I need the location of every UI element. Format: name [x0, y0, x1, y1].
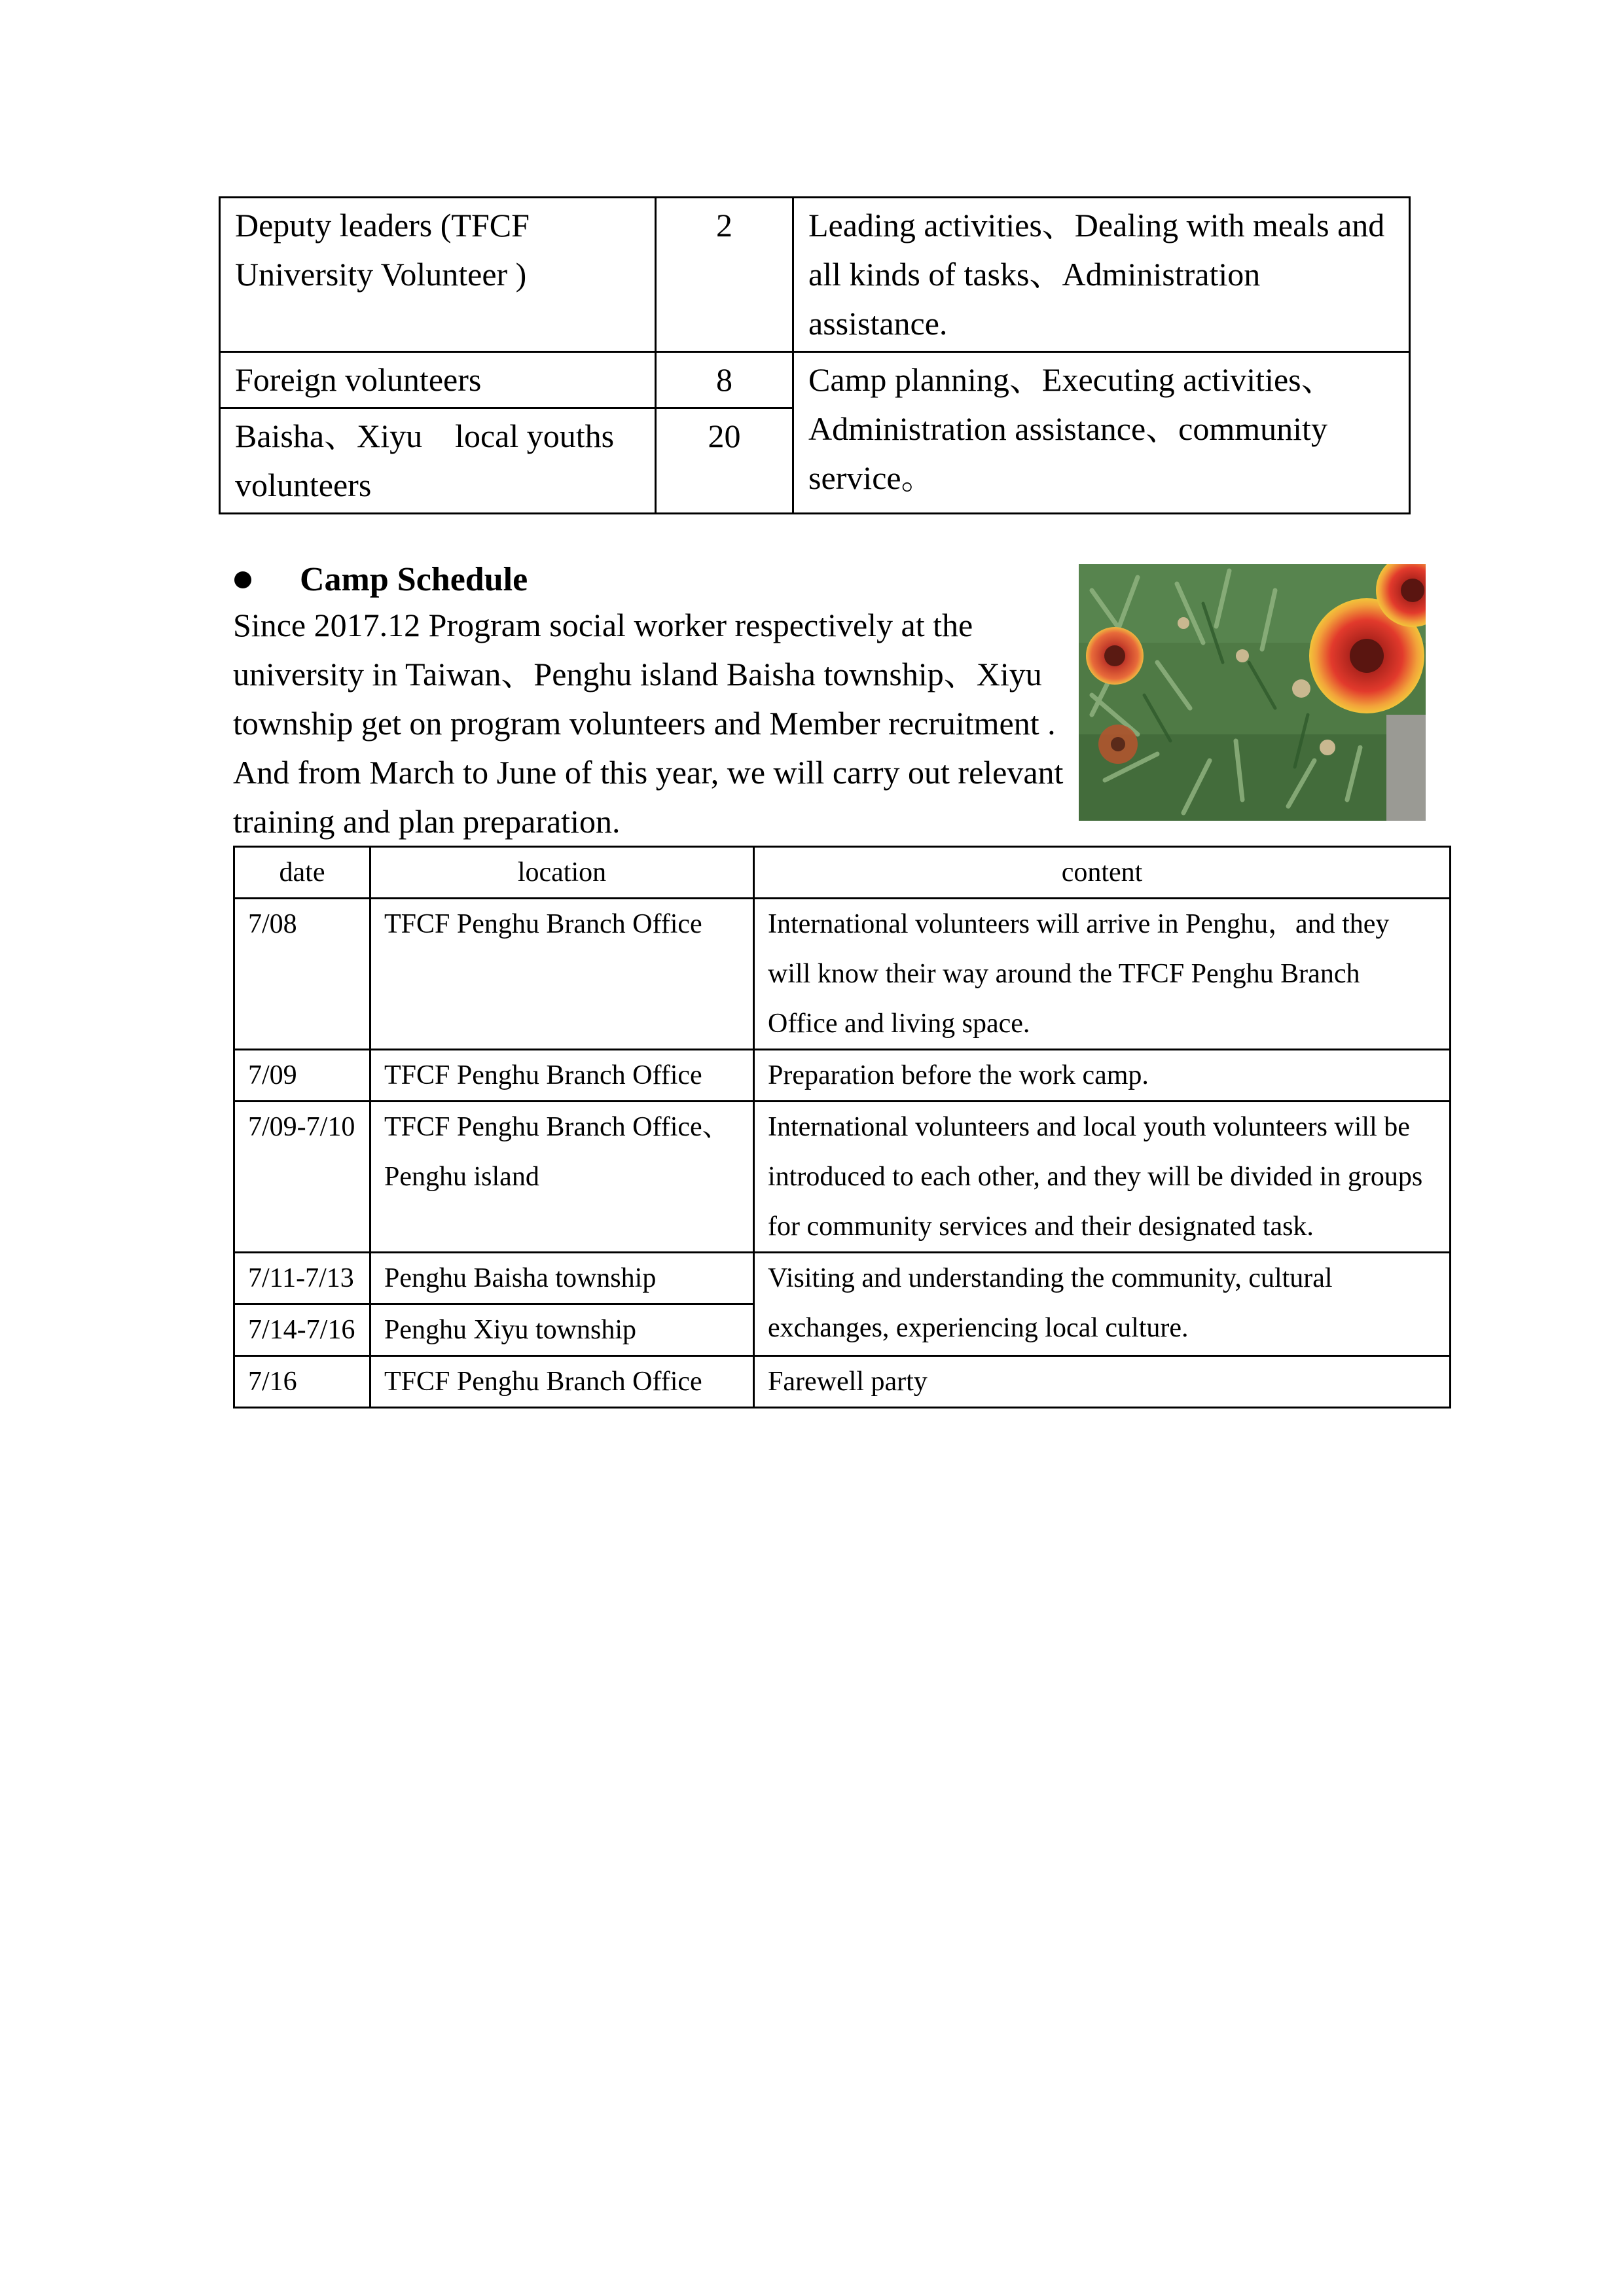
table-row: [220, 352, 1410, 408]
column-header-content: content: [754, 847, 1451, 899]
table-row: [234, 1356, 1451, 1408]
date-cell: 7/14-7/16: [234, 1304, 370, 1356]
content-cell: Preparation before the work camp.: [754, 1050, 1451, 1102]
intro-paragraph: Since 2017.12 Program social worker respectively at the university in Taiwan、Penghu island Baisha township、Xiyu township get on program volunteers and Member recruitment . And from March to June of this year, we will carry out relevant training and plan preparation.: [233, 607, 1064, 840]
content-cell: International volunteers and local youth volunteers will be introduced to each other, and they will be divided in groups for community services and their designated task.: [754, 1102, 1451, 1253]
location-cell: TFCF Penghu Branch Office: [370, 1050, 754, 1102]
table-row: [234, 1050, 1451, 1102]
date-cell: 7/08: [234, 899, 370, 1050]
column-header-date: date: [234, 847, 370, 899]
date-cell: 7/09-7/10: [234, 1102, 370, 1253]
content-cell: International volunteers will arrive in Penghu，and they will know their way around the TFCF Penghu Branch Office and living space.: [754, 899, 1451, 1050]
location-cell: Penghu Baisha township: [370, 1253, 754, 1304]
role-cell: Deputy leaders (TFCF University Volunteer ): [220, 198, 656, 352]
schedule-table: [233, 846, 1451, 1408]
section-heading: [234, 555, 528, 604]
role-cell: Baisha、Xiyu local youths volunteers: [220, 408, 656, 514]
content-cell: Visiting and understanding the community, cultural exchanges, experiencing local culture.: [754, 1253, 1451, 1356]
date-cell: 7/11-7/13: [234, 1253, 370, 1304]
location-cell: TFCF Penghu Branch Office: [370, 899, 754, 1050]
column-header-location: location: [370, 847, 754, 899]
flower-photo: [1079, 564, 1426, 821]
count-cell: 2: [656, 198, 793, 352]
date-cell: 7/09: [234, 1050, 370, 1102]
duty-cell: Leading activities、Dealing with meals and all kinds of tasks、Administration assistance.: [793, 198, 1410, 352]
flower-photo-svg: [1079, 564, 1426, 821]
table-row: [220, 198, 1410, 352]
heading-text: Camp Schedule: [300, 561, 528, 598]
table-row: [234, 899, 1451, 1050]
date-cell: 7/16: [234, 1356, 370, 1408]
table-header-row: [234, 847, 1451, 899]
content-cell: Farewell party: [754, 1356, 1451, 1408]
volunteer-table: [219, 196, 1411, 514]
location-cell: TFCF Penghu Branch Office、Penghu island: [370, 1102, 754, 1253]
role-cell: Foreign volunteers: [220, 352, 656, 408]
table-row: [234, 1102, 1451, 1253]
bullet-icon: [234, 571, 251, 588]
duty-cell: Camp planning、Executing activities、Administration assistance、community service。: [793, 352, 1410, 514]
count-cell: 8: [656, 352, 793, 408]
location-cell: TFCF Penghu Branch Office: [370, 1356, 754, 1408]
table-row: [234, 1253, 1451, 1304]
location-cell: Penghu Xiyu township: [370, 1304, 754, 1356]
count-cell: 20: [656, 408, 793, 514]
